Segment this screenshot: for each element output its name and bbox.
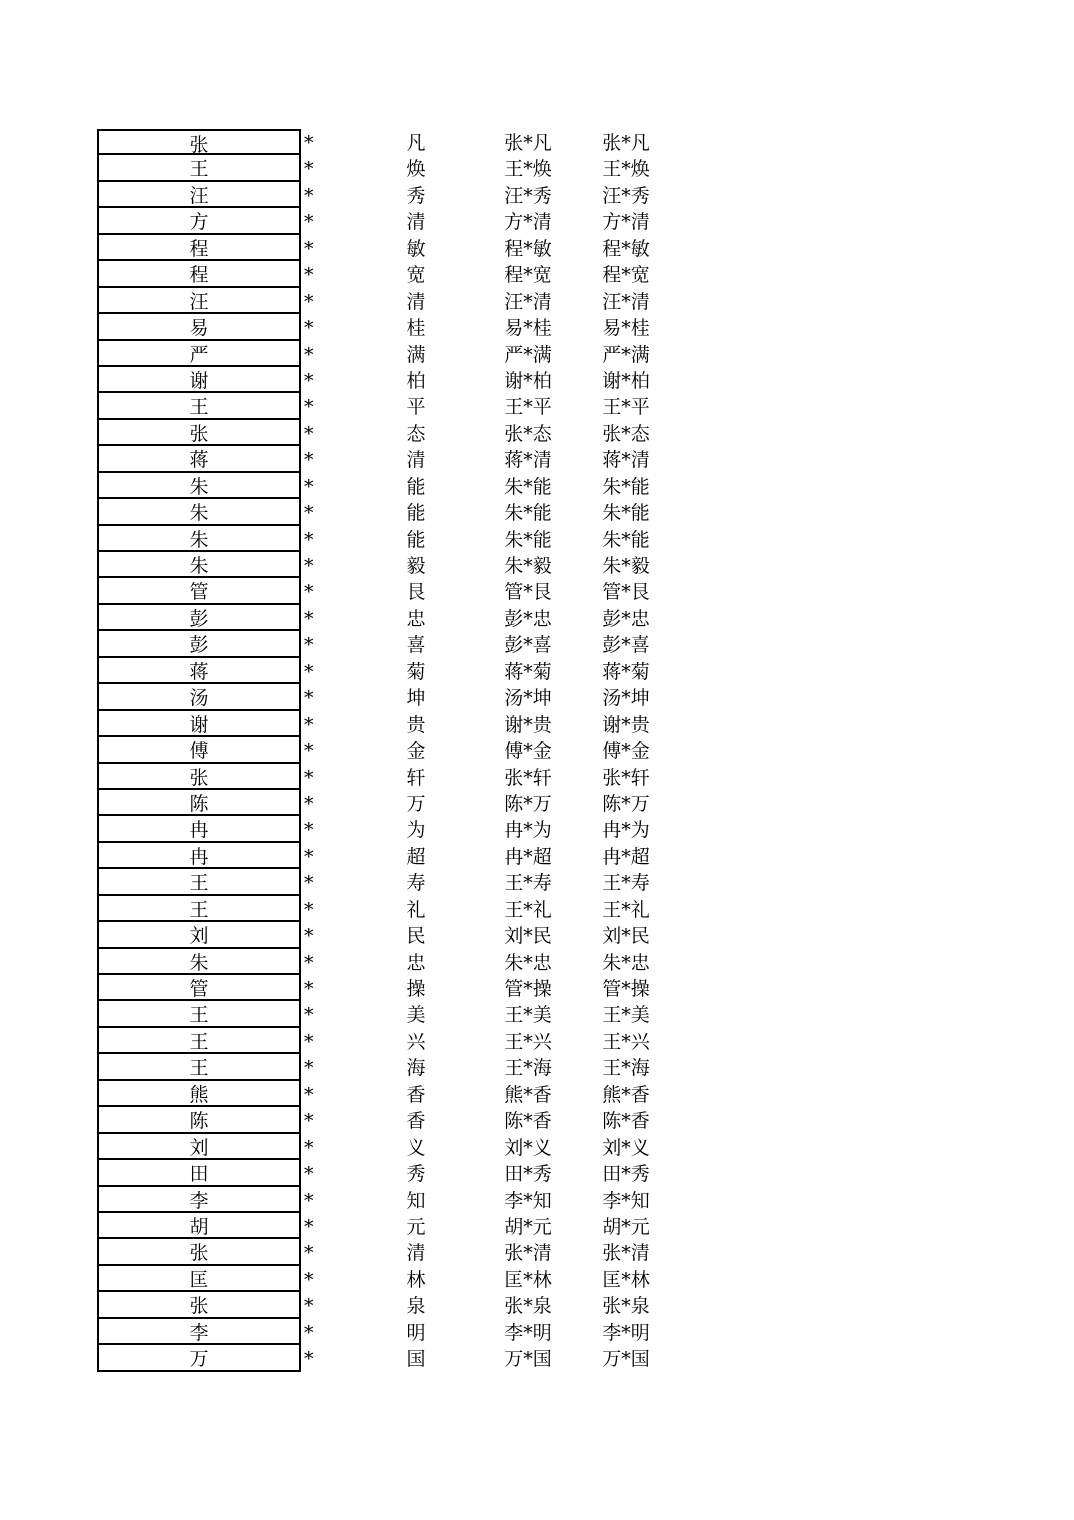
given-name-cell[interactable]: 民 [406,925,426,948]
mask-star-cell[interactable]: * [304,132,314,154]
masked-name-copy-cell[interactable]: 汪*清 [602,290,650,313]
table-row [0,869,1074,895]
table-row [0,393,1074,419]
surname-cell[interactable]: 程 [97,235,301,261]
masked-name-cell[interactable]: 朱*毅 [504,555,552,577]
masked-name-cell[interactable]: 刘*民 [504,925,552,948]
masked-name-copy-cell[interactable]: 谢*柏 [602,369,650,392]
surname-cell[interactable]: 胡 [97,1213,301,1239]
masked-name-copy-cell[interactable]: 程*敏 [602,237,650,260]
surname-cell[interactable]: 张 [97,1292,301,1318]
given-name-cell[interactable]: 海 [406,1057,426,1080]
masked-name-copy-cell[interactable]: 朱*忠 [602,951,650,974]
masked-name-copy-cell[interactable]: 蒋*清 [602,449,650,472]
surname-cell[interactable]: 李 [97,1319,301,1345]
table-row [0,288,1074,314]
given-name-cell[interactable]: 国 [406,1348,426,1371]
masked-name-cell[interactable]: 方*清 [504,211,552,234]
surname-cell[interactable]: 蒋 [97,658,301,684]
mask-star-cell[interactable]: * [304,792,314,815]
masked-name-copy-cell[interactable]: 汪*秀 [602,184,650,207]
table-row [0,790,1074,816]
given-name-cell[interactable]: 寿 [406,872,426,895]
mask-star-cell[interactable]: * [304,925,314,948]
mask-star-cell[interactable]: * [304,1083,314,1106]
given-name-cell[interactable]: 毅 [406,555,426,577]
table-row [0,182,1074,208]
masked-name-cell[interactable]: 王*焕 [504,158,552,181]
table-row [0,843,1074,869]
given-name-cell[interactable]: 贵 [406,713,426,736]
mask-star-cell[interactable]: * [304,713,314,736]
mask-star-cell[interactable]: * [304,1030,314,1053]
masked-name-cell[interactable]: 朱*能 [504,528,552,551]
surname-cell[interactable]: 刘 [97,1134,301,1160]
given-name-cell[interactable]: 菊 [406,660,426,683]
masked-name-cell[interactable]: 张*轩 [504,766,552,789]
mask-star-cell[interactable]: * [304,898,314,921]
surname-cell[interactable]: 朱 [97,473,301,499]
given-name-cell[interactable]: 敏 [406,237,426,260]
mask-star-cell[interactable]: * [304,687,314,710]
masked-name-cell[interactable]: 万*国 [504,1348,552,1371]
table-row [0,314,1074,340]
surname-cell[interactable]: 汪 [97,288,301,314]
masked-name-copy-cell[interactable]: 易*桂 [602,317,650,340]
table-row [0,711,1074,737]
surname-cell[interactable]: 朱 [97,552,301,578]
surname-cell[interactable]: 田 [97,1160,301,1186]
masked-name-copy-cell[interactable]: 刘*民 [602,925,650,948]
masked-name-copy-cell[interactable]: 张*清 [602,1242,650,1265]
masked-name-copy-cell[interactable]: 蒋*菊 [602,660,650,683]
table-row [0,816,1074,842]
mask-star-cell[interactable]: * [304,978,314,1000]
masked-name-cell[interactable]: 熊*香 [504,1083,552,1106]
surname-cell[interactable]: 程 [97,261,301,287]
surname-cell[interactable]: 匡 [97,1266,301,1292]
surname-cell[interactable]: 王 [97,393,301,419]
masked-name-cell[interactable]: 张*泉 [504,1295,552,1318]
mask-star-cell[interactable]: * [304,1057,314,1080]
surname-cell[interactable]: 谢 [97,367,301,393]
mask-star-cell[interactable]: * [304,951,314,974]
masked-name-cell[interactable]: 蒋*清 [504,449,552,472]
mask-star-cell[interactable]: * [304,502,314,525]
given-name-cell[interactable]: 能 [406,475,426,498]
masked-name-cell[interactable]: 彭*忠 [504,607,552,630]
masked-name-copy-cell[interactable]: 程*宽 [602,264,650,287]
table-row [0,341,1074,367]
masked-name-copy-cell[interactable]: 王*平 [602,396,650,419]
given-name-cell[interactable]: 香 [406,1110,426,1133]
given-name-cell[interactable]: 平 [406,396,426,419]
table-row [0,658,1074,684]
table-row [0,949,1074,975]
surname-cell[interactable]: 蒋 [97,446,301,472]
surname-cell[interactable]: 冉 [97,843,301,869]
masked-name-cell[interactable]: 李*明 [504,1321,552,1344]
masked-name-cell[interactable]: 王*平 [504,396,552,419]
given-name-cell[interactable]: 元 [406,1215,426,1238]
mask-star-cell[interactable]: * [304,1136,314,1159]
surname-cell[interactable]: 刘 [97,922,301,948]
table-row [0,605,1074,631]
masked-name-copy-cell[interactable]: 王*兴 [602,1030,650,1053]
surname-cell[interactable]: 王 [97,869,301,895]
masked-name-cell[interactable]: 王*美 [504,1004,552,1027]
given-name-cell[interactable]: 能 [406,502,426,525]
surname-cell[interactable]: 王 [97,1054,301,1080]
masked-name-copy-cell[interactable]: 王*海 [602,1057,650,1080]
masked-name-cell[interactable]: 张*态 [504,422,552,445]
table-row [0,473,1074,499]
mask-star-cell[interactable]: * [304,555,314,577]
table-row [0,446,1074,472]
masked-name-copy-cell[interactable]: 田*秀 [602,1163,650,1186]
masked-name-cell[interactable]: 张*清 [504,1242,552,1265]
table-row [0,526,1074,552]
table-row [0,1266,1074,1292]
given-name-cell[interactable]: 柏 [406,369,426,392]
masked-name-cell[interactable]: 程*宽 [504,264,552,287]
table-row [0,578,1074,604]
table-row [0,1160,1074,1186]
surname-cell[interactable]: 汤 [97,684,301,710]
given-name-cell[interactable]: 态 [406,422,426,445]
masked-name-copy-cell[interactable]: 朱*能 [602,475,650,498]
surname-cell[interactable]: 朱 [97,949,301,975]
table-row [0,737,1074,763]
masked-name-copy-cell[interactable]: 冉*为 [602,819,650,842]
masked-name-copy-cell[interactable]: 张*泉 [602,1295,650,1318]
masked-name-copy-cell[interactable]: 陈*万 [602,792,650,815]
surname-cell[interactable]: 王 [97,1028,301,1054]
given-name-cell[interactable]: 忠 [406,951,426,974]
masked-name-copy-cell[interactable]: 严*满 [602,343,650,366]
table-row [0,1187,1074,1213]
masked-name-copy-cell[interactable]: 管*操 [602,978,650,1000]
given-name-cell[interactable]: 宽 [406,264,426,287]
table-row [0,208,1074,234]
surname-cell[interactable]: 严 [97,341,301,367]
given-name-cell[interactable]: 清 [406,1242,426,1265]
table-row [0,631,1074,657]
masked-name-copy-cell[interactable]: 王*礼 [602,898,650,921]
table-row [0,420,1074,446]
masked-name-cell[interactable]: 冉*超 [504,845,552,868]
surname-cell[interactable]: 彭 [97,631,301,657]
surname-cell[interactable]: 谢 [97,711,301,737]
masked-name-copy-cell[interactable]: 万*国 [602,1348,650,1371]
surname-cell[interactable]: 方 [97,208,301,234]
mask-star-cell[interactable]: * [304,422,314,445]
masked-name-cell[interactable]: 李*知 [504,1189,552,1212]
surname-cell[interactable]: 张 [97,129,301,155]
name-table [0,129,1074,1372]
mask-star-cell[interactable]: * [304,1321,314,1344]
mask-star-cell[interactable]: * [304,1004,314,1027]
table-row [0,1213,1074,1239]
masked-name-copy-cell[interactable]: 方*清 [602,211,650,234]
given-name-cell[interactable]: 满 [406,343,426,366]
masked-name-cell[interactable]: 汪*秀 [504,184,552,207]
masked-name-cell[interactable]: 彭*喜 [504,634,552,657]
mask-star-cell[interactable]: * [304,819,314,842]
given-name-cell[interactable]: 香 [406,1083,426,1106]
mask-star-cell[interactable]: * [304,607,314,630]
masked-name-copy-cell[interactable]: 彭*喜 [602,634,650,657]
surname-cell[interactable]: 陈 [97,790,301,816]
masked-name-copy-cell[interactable]: 汤*坤 [602,687,650,710]
given-name-cell[interactable]: 美 [406,1004,426,1027]
mask-star-cell[interactable]: * [304,211,314,234]
masked-name-copy-cell[interactable]: 王*焕 [602,158,650,181]
mask-star-cell[interactable]: * [304,872,314,895]
table-row [0,764,1074,790]
masked-name-copy-cell[interactable]: 刘*义 [602,1136,650,1159]
masked-name-copy-cell[interactable]: 傅*金 [602,740,650,763]
mask-star-cell[interactable]: * [304,449,314,472]
mask-star-cell[interactable]: * [304,184,314,207]
masked-name-cell[interactable]: 王*寿 [504,872,552,895]
mask-star-cell[interactable]: * [304,845,314,868]
masked-name-copy-cell[interactable]: 朱*能 [602,528,650,551]
given-name-cell[interactable]: 林 [406,1268,426,1291]
given-name-cell[interactable]: 秀 [406,1163,426,1186]
masked-name-cell[interactable]: 陈*香 [504,1110,552,1133]
table-row [0,1054,1074,1080]
given-name-cell[interactable]: 明 [406,1321,426,1344]
masked-name-cell[interactable]: 易*桂 [504,317,552,340]
masked-name-copy-cell[interactable]: 王*寿 [602,872,650,895]
mask-star-cell[interactable]: * [304,475,314,498]
table-row [0,499,1074,525]
table-row [0,261,1074,287]
masked-name-cell[interactable]: 管*操 [504,978,552,1000]
masked-name-cell[interactable]: 严*满 [504,343,552,366]
given-name-cell[interactable]: 兴 [406,1030,426,1053]
surname-cell[interactable]: 张 [97,764,301,790]
table-row [0,1345,1074,1371]
masked-name-cell[interactable]: 汤*坤 [504,687,552,710]
mask-star-cell[interactable]: * [304,528,314,551]
surname-cell[interactable]: 管 [97,578,301,604]
surname-cell[interactable]: 李 [97,1187,301,1213]
mask-star-cell[interactable]: * [304,264,314,287]
mask-star-cell[interactable]: * [304,581,314,604]
masked-name-copy-cell[interactable]: 张*凡 [602,132,650,154]
table-row [0,1292,1074,1318]
surname-cell[interactable]: 张 [97,420,301,446]
masked-name-copy-cell[interactable]: 冉*超 [602,845,650,868]
surname-cell[interactable]: 熊 [97,1081,301,1107]
masked-name-cell[interactable]: 蒋*菊 [504,660,552,683]
mask-star-cell[interactable]: * [304,766,314,789]
surname-cell[interactable]: 王 [97,155,301,181]
masked-name-cell[interactable]: 管*艮 [504,581,552,604]
surname-cell[interactable]: 彭 [97,605,301,631]
table-row [0,1107,1074,1133]
table-row [0,1239,1074,1265]
mask-star-cell[interactable]: * [304,660,314,683]
given-name-cell[interactable]: 泉 [406,1295,426,1318]
given-name-cell[interactable]: 知 [406,1189,426,1212]
mask-star-cell[interactable]: * [304,740,314,763]
surname-cell[interactable]: 陈 [97,1107,301,1133]
masked-name-cell[interactable]: 王*兴 [504,1030,552,1053]
mask-star-cell[interactable]: * [304,1295,314,1318]
given-name-cell[interactable]: 礼 [406,898,426,921]
masked-name-cell[interactable]: 谢*贵 [504,713,552,736]
masked-name-copy-cell[interactable]: 谢*贵 [602,713,650,736]
mask-star-cell[interactable]: * [304,1348,314,1371]
given-name-cell[interactable]: 桂 [406,317,426,340]
masked-name-copy-cell[interactable]: 匡*林 [602,1268,650,1291]
given-name-cell[interactable]: 清 [406,290,426,313]
given-name-cell[interactable]: 轩 [406,766,426,789]
masked-name-cell[interactable]: 傅*金 [504,740,552,763]
surname-cell[interactable]: 汪 [97,182,301,208]
given-name-cell[interactable]: 凡 [406,132,426,154]
mask-star-cell[interactable]: * [304,396,314,419]
mask-star-cell[interactable]: * [304,317,314,340]
mask-star-cell[interactable]: * [304,634,314,657]
mask-star-cell[interactable]: * [304,1215,314,1238]
mask-star-cell[interactable]: * [304,1163,314,1186]
masked-name-cell[interactable]: 王*海 [504,1057,552,1080]
masked-name-copy-cell[interactable]: 李*明 [602,1321,650,1344]
table-row [0,235,1074,261]
table-row [0,896,1074,922]
masked-name-copy-cell[interactable]: 陈*香 [602,1110,650,1133]
mask-star-cell[interactable]: * [304,369,314,392]
surname-cell[interactable]: 管 [97,975,301,1001]
mask-star-cell[interactable]: * [304,1189,314,1212]
masked-name-cell[interactable]: 胡*元 [504,1215,552,1238]
table-row [0,129,1074,155]
masked-name-copy-cell[interactable]: 张*轩 [602,766,650,789]
masked-name-copy-cell[interactable]: 李*知 [602,1189,650,1212]
surname-cell[interactable]: 王 [97,1001,301,1027]
given-name-cell[interactable]: 万 [406,792,426,815]
surname-cell[interactable]: 傅 [97,737,301,763]
given-name-cell[interactable]: 操 [406,978,426,1000]
masked-name-copy-cell[interactable]: 彭*忠 [602,607,650,630]
mask-star-cell[interactable]: * [304,1268,314,1291]
given-name-cell[interactable]: 清 [406,449,426,472]
given-name-cell[interactable]: 秀 [406,184,426,207]
table-row [0,1081,1074,1107]
surname-cell[interactable]: 易 [97,314,301,340]
given-name-cell[interactable]: 为 [406,819,426,842]
masked-name-cell[interactable]: 刘*义 [504,1136,552,1159]
table-row [0,684,1074,710]
mask-star-cell[interactable]: * [304,1110,314,1133]
masked-name-cell[interactable]: 田*秀 [504,1163,552,1186]
table-row [0,922,1074,948]
given-name-cell[interactable]: 金 [406,740,426,763]
mask-star-cell[interactable]: * [304,290,314,313]
surname-cell[interactable]: 万 [97,1345,301,1371]
table-row [0,1134,1074,1160]
surname-cell[interactable]: 朱 [97,526,301,552]
table-row [0,155,1074,181]
masked-name-cell[interactable]: 朱*忠 [504,951,552,974]
table-row [0,975,1074,1001]
masked-name-cell[interactable]: 张*凡 [504,132,552,154]
given-name-cell[interactable]: 义 [406,1136,426,1159]
masked-name-cell[interactable]: 王*礼 [504,898,552,921]
given-name-cell[interactable]: 艮 [406,581,426,604]
table-row [0,367,1074,393]
surname-cell[interactable]: 张 [97,1239,301,1265]
given-name-cell[interactable]: 超 [406,845,426,868]
masked-name-copy-cell[interactable]: 管*艮 [602,581,650,604]
masked-name-cell[interactable]: 程*敏 [504,237,552,260]
given-name-cell[interactable]: 焕 [406,158,426,181]
mask-star-cell[interactable]: * [304,343,314,366]
surname-cell[interactable]: 朱 [97,499,301,525]
mask-star-cell[interactable]: * [304,237,314,260]
given-name-cell[interactable]: 能 [406,528,426,551]
masked-name-copy-cell[interactable]: 熊*香 [602,1083,650,1106]
mask-star-cell[interactable]: * [304,158,314,181]
given-name-cell[interactable]: 清 [406,211,426,234]
mask-star-cell[interactable]: * [304,1242,314,1265]
surname-cell[interactable]: 冉 [97,816,301,842]
masked-name-copy-cell[interactable]: 胡*元 [602,1215,650,1238]
masked-name-cell[interactable]: 陈*万 [504,792,552,815]
table-row [0,1028,1074,1054]
surname-cell[interactable]: 王 [97,896,301,922]
table-row [0,1319,1074,1345]
masked-name-copy-cell[interactable]: 张*态 [602,422,650,445]
table-row [0,552,1074,578]
masked-name-cell[interactable]: 谢*柏 [504,369,552,392]
given-name-cell[interactable]: 忠 [406,607,426,630]
masked-name-copy-cell[interactable]: 朱*毅 [602,555,650,577]
masked-name-cell[interactable]: 汪*清 [504,290,552,313]
masked-name-cell[interactable]: 匡*林 [504,1268,552,1291]
given-name-cell[interactable]: 坤 [406,687,426,710]
table-row [0,1001,1074,1027]
masked-name-copy-cell[interactable]: 朱*能 [602,502,650,525]
masked-name-cell[interactable]: 朱*能 [504,502,552,525]
given-name-cell[interactable]: 喜 [406,634,426,657]
masked-name-cell[interactable]: 冉*为 [504,819,552,842]
masked-name-cell[interactable]: 朱*能 [504,475,552,498]
masked-name-copy-cell[interactable]: 王*美 [602,1004,650,1027]
